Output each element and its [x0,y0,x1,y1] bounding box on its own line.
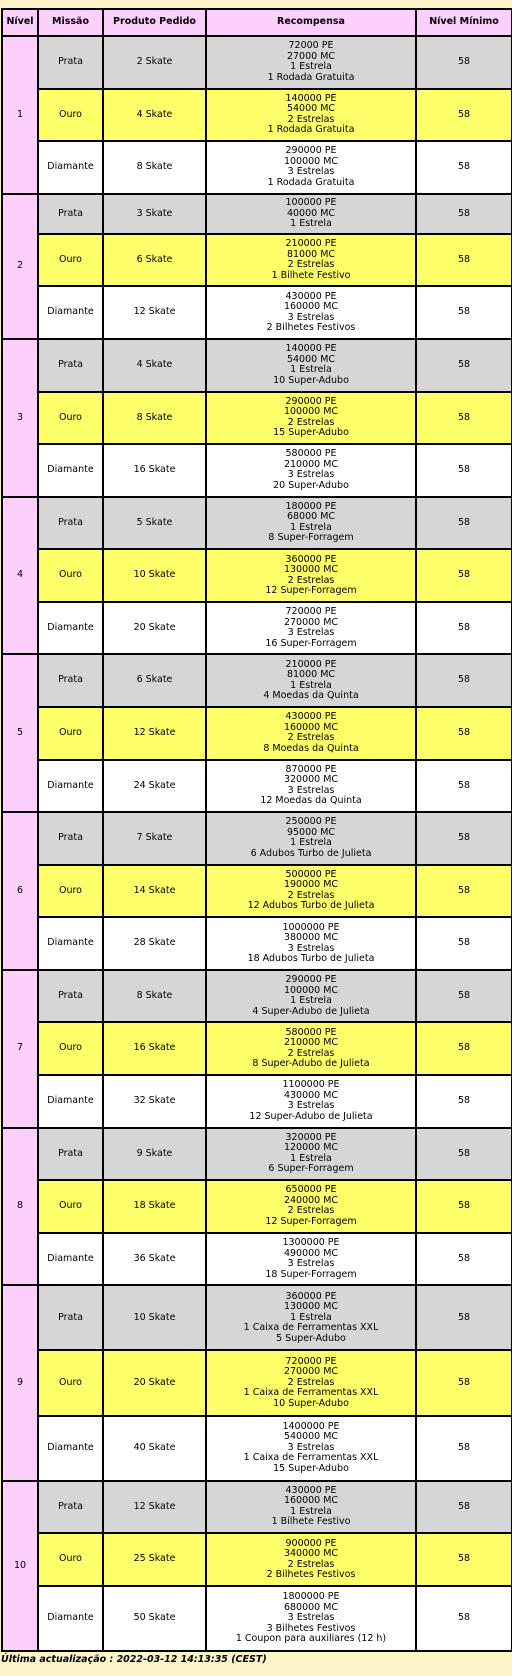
reward-cell [206,1233,416,1286]
reward-line: 2 Estrelas [287,574,335,586]
header-nivel-minimo: Nível Mínimo [416,9,512,36]
reward-line: 3 Estrelas [287,1441,335,1453]
reward-line: 180000 PE [285,500,337,512]
reward-cell [206,141,416,194]
mission-cell: Diamante [38,141,103,194]
reward-line: 1100000 PE [282,1079,340,1091]
reward-cell [206,917,416,970]
product-cell: 2 Skate [103,36,206,89]
reward-line: 3 Estrelas [287,1100,335,1112]
product-cell: 36 Skate [103,1233,206,1286]
reward-line: 2 Estrelas [287,1376,335,1388]
product-cell: 10 Skate [103,1285,206,1350]
product-cell: 10 Skate [103,549,206,602]
level-cell: 6 [2,812,38,970]
reward-line: 1 Estrela [290,679,332,691]
mission-cell: Ouro [38,707,103,760]
reward-line: 12 Super-Forragem [265,585,357,597]
min-level-cell: 58 [416,444,512,497]
level-cell: 9 [2,1285,38,1480]
reward-line: 10 Super-Adubo [273,374,349,386]
table-row [2,1350,512,1415]
reward-line: 210000 MC [283,1037,339,1049]
level-cell: 2 [2,194,38,339]
mission-cell: Diamante [38,760,103,813]
min-level-cell: 58 [416,812,512,865]
reward-line: 1300000 PE [282,1237,340,1249]
reward-line: 270000 MC [283,616,339,628]
reward-line: 1400000 PE [282,1420,340,1432]
reward-line: 3 Estrelas [287,469,335,481]
table-row [2,865,512,918]
reward-line: 900000 PE [285,1537,337,1549]
reward-cell [206,234,416,287]
reward-line: 54000 MC [286,103,336,115]
product-cell: 50 Skate [103,1586,206,1651]
product-cell: 14 Skate [103,865,206,918]
reward-cell [206,497,416,550]
reward-cell [206,1481,416,1534]
reward-line: 15 Super-Adubo [273,1462,349,1474]
reward-line: 1 Coupon para auxiliares (12 h) [235,1633,387,1645]
product-cell: 20 Skate [103,602,206,655]
product-cell: 8 Skate [103,970,206,1023]
reward-line: 95000 MC [286,826,336,838]
min-level-cell: 58 [416,286,512,339]
table-row [2,1128,512,1181]
reward-line: 40000 MC [286,207,336,219]
reward-line: 12 Adubos Turbo de Julieta [247,900,375,912]
min-level-cell: 58 [416,549,512,602]
table-row [2,1022,512,1075]
product-cell: 20 Skate [103,1350,206,1415]
reward-line: 290000 PE [285,974,337,986]
reward-line: 430000 MC [283,1089,339,1101]
product-cell: 3 Skate [103,194,206,234]
reward-cell [206,812,416,865]
reward-line: 100000 MC [283,984,339,996]
reward-line: 2 Estrelas [287,259,335,271]
table-row [2,707,512,760]
reward-line: 3 Estrelas [287,942,335,954]
mission-cell: Prata [38,654,103,707]
table-row [2,89,512,142]
level-cell: 10 [2,1481,38,1651]
reward-cell [206,1180,416,1233]
reward-line: 140000 PE [285,92,337,104]
reward-line: 3 Estrelas [287,1258,335,1270]
table-row [2,1285,512,1350]
min-level-cell: 58 [416,970,512,1023]
min-level-cell: 58 [416,1586,512,1651]
mission-cell: Prata [38,812,103,865]
level-cell: 5 [2,654,38,812]
reward-line: 320000 MC [283,774,339,786]
product-cell: 5 Skate [103,497,206,550]
mission-cell: Prata [38,36,103,89]
table-row [2,234,512,287]
reward-line: 490000 MC [283,1247,339,1259]
min-level-cell: 58 [416,1075,512,1128]
reward-line: 54000 MC [286,353,336,365]
mission-cell: Ouro [38,1180,103,1233]
reward-line: 6 Super-Forragem [268,1163,354,1175]
mission-cell: Ouro [38,549,103,602]
reward-line: 18 Adubos Turbo de Julieta [247,953,375,965]
table-row [2,602,512,655]
mission-cell: Prata [38,194,103,234]
table-row [2,339,512,392]
table-row [2,654,512,707]
table-row [2,286,512,339]
table-row [2,1533,512,1586]
min-level-cell: 58 [416,760,512,813]
reward-line: 1 Estrela [290,995,332,1007]
reward-cell [206,1350,416,1415]
header-missao: Missão [38,9,103,36]
table-row [2,36,512,89]
reward-line: 160000 MC [283,301,339,313]
reward-line: 2 Estrelas [287,416,335,428]
product-cell: 12 Skate [103,1481,206,1534]
reward-line: 12 Super-Adubo de Julieta [249,1110,373,1122]
reward-line: 2 Estrelas [287,1205,335,1217]
min-level-cell: 58 [416,917,512,970]
reward-cell [206,286,416,339]
reward-line: 240000 MC [283,1194,339,1206]
reward-cell [206,194,416,234]
reward-line: 870000 PE [285,763,337,775]
table-row [2,917,512,970]
reward-line: 18 Super-Forragem [265,1268,357,1280]
reward-line: 1 Estrela [290,1311,332,1323]
table-row [2,497,512,550]
min-level-cell: 58 [416,1022,512,1075]
min-level-cell: 58 [416,1285,512,1350]
reward-line: 1 Caixa de Ferramentas XXL [243,1452,379,1464]
reward-line: 1 Estrela [290,837,332,849]
reward-line: 4 Super-Adubo de Julieta [252,1005,370,1017]
reward-line: 10 Super-Adubo [273,1397,349,1409]
reward-line: 3 Estrelas [287,627,335,639]
mission-cell: Ouro [38,1533,103,1586]
min-level-cell: 58 [416,1128,512,1181]
mission-cell: Diamante [38,1233,103,1286]
reward-line: 210000 PE [285,238,337,250]
reward-line: 210000 PE [285,658,337,670]
table-row [2,194,512,234]
table-row [2,1586,512,1651]
reward-line: 12 Moedas da Quinta [260,795,362,807]
reward-line: 72000 PE [288,40,334,52]
reward-line: 540000 MC [283,1431,339,1443]
min-level-cell: 58 [416,36,512,89]
reward-line: 190000 MC [283,879,339,891]
reward-line: 2 Estrelas [287,1558,335,1570]
reward-line: 3 Bilhetes Festivos [266,1622,356,1634]
reward-line: 1000000 PE [282,921,340,933]
product-cell: 8 Skate [103,392,206,445]
mission-cell: Prata [38,970,103,1023]
reward-line: 430000 PE [285,290,337,302]
reward-cell [206,1128,416,1181]
min-level-cell: 58 [416,392,512,445]
product-cell: 16 Skate [103,444,206,497]
reward-cell [206,1586,416,1651]
reward-line: 500000 PE [285,868,337,880]
header-produto-pedido: Produto Pedido [103,9,206,36]
min-level-cell: 58 [416,1350,512,1415]
reward-line: 2 Estrelas [287,113,335,125]
reward-line: 720000 PE [285,606,337,618]
table-header-row [2,9,512,36]
mission-cell: Ouro [38,234,103,287]
reward-line: 2 Estrelas [287,1047,335,1059]
reward-cell [206,760,416,813]
reward-line: 290000 PE [285,145,337,157]
reward-line: 1 Estrela [290,1505,332,1517]
reward-cell [206,339,416,392]
reward-cell [206,1022,416,1075]
reward-line: 360000 PE [285,553,337,565]
reward-cell [206,392,416,445]
min-level-cell: 58 [416,89,512,142]
product-cell: 12 Skate [103,707,206,760]
reward-cell [206,1075,416,1128]
min-level-cell: 58 [416,234,512,287]
mission-cell: Diamante [38,444,103,497]
reward-line: 2 Bilhetes Festivos [266,1569,356,1581]
product-cell: 7 Skate [103,812,206,865]
reward-cell [206,602,416,655]
product-cell: 24 Skate [103,760,206,813]
reward-cell [206,865,416,918]
reward-line: 720000 PE [285,1355,337,1367]
mission-cell: Prata [38,1285,103,1350]
reward-line: 15 Super-Adubo [273,427,349,439]
table-row [2,1416,512,1481]
reward-line: 430000 PE [285,711,337,723]
reward-line: 3 Estrelas [287,1612,335,1624]
reward-line: 210000 MC [283,458,339,470]
reward-line: 16 Super-Forragem [265,637,357,649]
mission-cell: Diamante [38,602,103,655]
reward-line: 2 Estrelas [287,889,335,901]
reward-cell [206,444,416,497]
min-level-cell: 58 [416,339,512,392]
reward-line: 650000 PE [285,1184,337,1196]
reward-line: 1 Rodada Gratuita [267,124,355,136]
reward-line: 81000 MC [286,248,336,260]
reward-line: 160000 MC [283,1495,339,1507]
reward-line: 100000 MC [283,406,339,418]
table-body [2,36,512,1651]
min-level-cell: 58 [416,1481,512,1534]
reward-line: 3 Estrelas [287,166,335,178]
reward-line: 380000 MC [283,932,339,944]
product-cell: 4 Skate [103,89,206,142]
mission-cell: Diamante [38,1586,103,1651]
reward-line: 340000 MC [283,1548,339,1560]
product-cell: 8 Skate [103,141,206,194]
level-cell: 7 [2,970,38,1128]
reward-line: 3 Estrelas [287,311,335,323]
reward-line: 1 Caixa de Ferramentas XXL [243,1387,379,1399]
reward-cell [206,1285,416,1350]
min-level-cell: 58 [416,141,512,194]
min-level-cell: 58 [416,1416,512,1481]
reward-line: 5 Super-Adubo [276,1332,346,1344]
table-row [2,1233,512,1286]
reward-line: 160000 MC [283,721,339,733]
reward-line: 100000 PE [285,197,337,208]
reward-line: 2 Estrelas [287,732,335,744]
table-row [2,1481,512,1534]
product-cell: 6 Skate [103,234,206,287]
product-cell: 16 Skate [103,1022,206,1075]
table-row [2,392,512,445]
mission-cell: Ouro [38,1350,103,1415]
table-row [2,1180,512,1233]
reward-cell [206,654,416,707]
min-level-cell: 58 [416,654,512,707]
table-row [2,444,512,497]
reward-line: 1 Rodada Gratuita [267,71,355,83]
last-updated-text: Última actualização : 2022-03-12 14:13:35 (CEST) [1,1654,267,1665]
product-cell: 32 Skate [103,1075,206,1128]
table-row [2,812,512,865]
reward-line: 1 Rodada Gratuita [267,176,355,188]
reward-line: 8 Super-Adubo de Julieta [252,1058,370,1070]
level-cell: 1 [2,36,38,194]
mission-cell: Ouro [38,392,103,445]
reward-line: 290000 PE [285,395,337,407]
product-cell: 25 Skate [103,1533,206,1586]
reward-cell [206,1533,416,1586]
mission-cell: Prata [38,1128,103,1181]
reward-line: 320000 PE [285,1131,337,1143]
table-row [2,549,512,602]
header-recompensa: Recompensa [206,9,416,36]
product-cell: 9 Skate [103,1128,206,1181]
reward-line: 130000 MC [283,1301,339,1313]
min-level-cell: 58 [416,707,512,760]
reward-cell [206,707,416,760]
min-level-cell: 58 [416,1233,512,1286]
reward-line: 270000 MC [283,1366,339,1378]
reward-cell [206,1416,416,1481]
reward-line: 6 Adubos Turbo de Julieta [250,847,372,859]
min-level-cell: 58 [416,1533,512,1586]
mission-cell: Diamante [38,1075,103,1128]
min-level-cell: 58 [416,865,512,918]
min-level-cell: 58 [416,602,512,655]
product-cell: 12 Skate [103,286,206,339]
level-cell: 4 [2,497,38,655]
mission-cell: Diamante [38,917,103,970]
reward-line: 430000 PE [285,1484,337,1496]
reward-line: 1 Estrela [290,218,332,229]
reward-line: 1 Estrela [290,521,332,533]
product-cell: 4 Skate [103,339,206,392]
mission-cell: Prata [38,339,103,392]
reward-line: 8 Super-Forragem [268,532,354,544]
reward-cell [206,89,416,142]
reward-line: 1 Estrela [290,364,332,376]
reward-line: 1 Bilhete Festivo [271,1516,351,1528]
reward-line: 120000 MC [283,1142,339,1154]
reward-line: 27000 MC [286,50,336,62]
reward-line: 580000 PE [285,448,337,460]
reward-cell [206,970,416,1023]
product-cell: 40 Skate [103,1416,206,1481]
table-row [2,970,512,1023]
product-cell: 28 Skate [103,917,206,970]
mission-cell: Prata [38,497,103,550]
level-cell: 8 [2,1128,38,1286]
mission-cell: Diamante [38,286,103,339]
reward-line: 100000 MC [283,155,339,167]
reward-line: 1 Caixa de Ferramentas XXL [243,1322,379,1334]
min-level-cell: 58 [416,497,512,550]
mission-cell: Ouro [38,865,103,918]
reward-line: 3 Estrelas [287,784,335,796]
reward-line: 1 Estrela [290,61,332,73]
level-cell: 3 [2,339,38,497]
reward-line: 1 Estrela [290,1152,332,1164]
reward-line: 250000 PE [285,816,337,828]
table-row [2,1075,512,1128]
header-nivel: Nível [2,9,38,36]
min-level-cell: 58 [416,194,512,234]
reward-line: 2 Bilhetes Festivos [266,322,356,334]
mission-cell: Ouro [38,1022,103,1075]
reward-line: 130000 MC [283,564,339,576]
reward-cell [206,36,416,89]
reward-line: 360000 PE [285,1290,337,1302]
reward-line: 20 Super-Adubo [273,479,349,491]
mission-cell: Diamante [38,1416,103,1481]
reward-line: 68000 MC [286,511,336,523]
product-cell: 6 Skate [103,654,206,707]
mission-cell: Prata [38,1481,103,1534]
reward-line: 12 Super-Forragem [265,1215,357,1227]
missions-table [1,8,512,1652]
min-level-cell: 58 [416,1180,512,1233]
mission-cell: Ouro [38,89,103,142]
table-row [2,141,512,194]
reward-line: 8 Moedas da Quinta [263,742,359,754]
reward-line: 140000 PE [285,343,337,355]
reward-line: 4 Moedas da Quinta [263,690,359,702]
reward-line: 1800000 PE [282,1591,340,1603]
table-row [2,760,512,813]
reward-line: 81000 MC [286,669,336,681]
product-cell: 18 Skate [103,1180,206,1233]
reward-cell [206,549,416,602]
reward-line: 680000 MC [283,1601,339,1613]
reward-line: 1 Bilhete Festivo [271,269,351,281]
reward-line: 580000 PE [285,1026,337,1038]
